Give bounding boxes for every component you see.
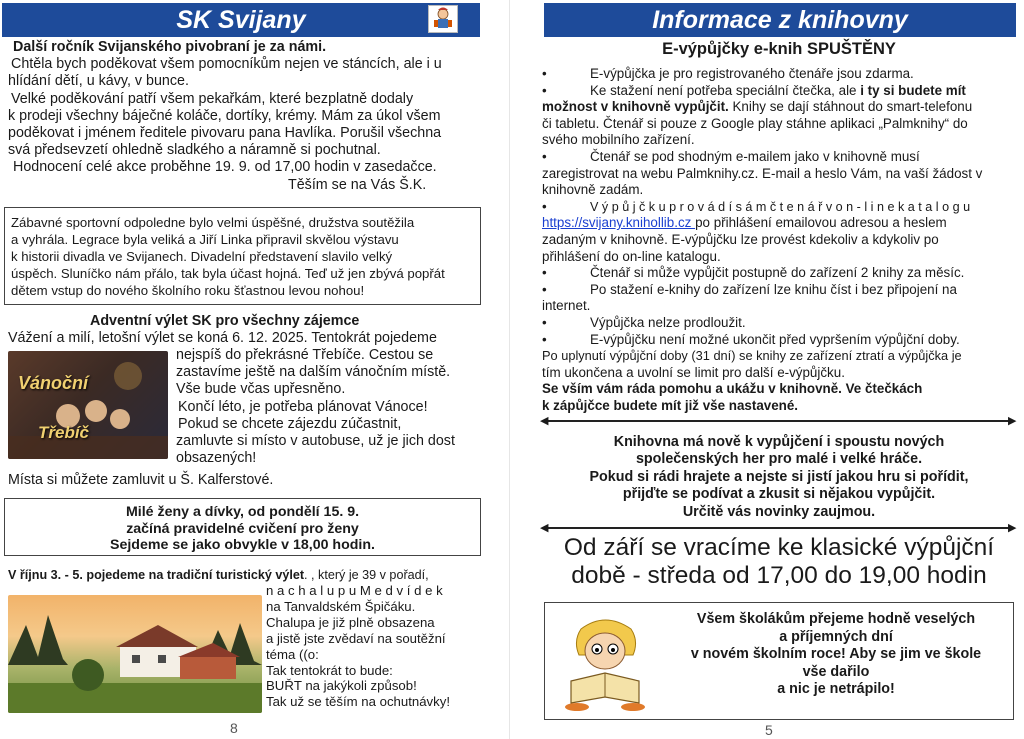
list-item: • Po stažení e-knihy do zařízení lze knihu číst i bez připojení na — [542, 281, 957, 297]
arrow-left-icon: ◀ — [540, 522, 549, 534]
closing-line: Se vším vám ráda pomohu a ukážu v knihovně. Ve čtečkách — [542, 381, 923, 397]
games-line: Knihovna má nově k vypůjčení i spoustu nových — [613, 434, 945, 450]
trip-line: Tak už se těším na ochutnávky! — [266, 694, 450, 710]
women-line: Milé ženy a dívky, od pondělí 15. 9. — [125, 504, 360, 520]
games-line: Určitě vás novinky zaujmou. — [682, 503, 876, 520]
wish-line: a nic je netrápilo! — [777, 681, 895, 698]
intro-line: Hodnocení celé akce proběhne 19. 9. od 17,00 hodin v zasedačce. — [13, 159, 437, 176]
banner-title: Informace z knihovny — [652, 6, 908, 34]
cottage-photo — [8, 595, 262, 713]
games-line: Pokud si rádi hrajete a nejste si jistí jakou hru si pořídit, — [589, 468, 969, 485]
advent-line: zastavíme ještě na dalším vánočním místě. — [176, 364, 451, 381]
advent-line: obsazených! — [176, 450, 257, 467]
advent-line: Vše bude včas upřesněno. — [176, 381, 346, 398]
games-line: přijďte se podívat a zkusit si nějakou vypůjčit. — [622, 486, 936, 503]
list-item: • Čtenář si může vypůjčit postupně do zařízení 2 knihy za měsíc. — [542, 265, 965, 281]
page-number-right: 5 — [765, 722, 773, 738]
trip-lead-rest: . , který je 39 v pořadí, — [304, 568, 429, 582]
reading-child-icon — [551, 611, 659, 711]
list-item: knihovně zadám. — [542, 182, 644, 198]
list-item: internet. — [542, 298, 591, 314]
arrow-left-icon: ◀ — [540, 415, 549, 427]
intro-line: poděkovat i jménem ředitele pivovaru pana Havlíka. Porušil všechna — [8, 125, 442, 142]
arrow-right-icon: ▶ — [1008, 522, 1017, 534]
list-item: • Ke stažení není potřeba speciální čtečka, ale i ty si budete mít — [542, 82, 966, 98]
trip-line: a jistě jste zvědaví na soutěžní — [266, 630, 446, 646]
advent-side-text — [176, 347, 486, 467]
list-item: https://svijany.knihollib.cz po přihlášení emailovou adresou a heslem — [542, 215, 947, 231]
sport-line: dětem vstup do nového školního roku šťastnou levou nohou! — [11, 283, 365, 299]
games-line: společenských her pro malé i velké hráče. — [635, 451, 923, 468]
list-item: či tabletu. Čtenář si pouze z Google play stáhne aplikaci „Palmknihy“ do — [542, 115, 968, 131]
divider-arrow — [544, 527, 1014, 529]
trip-line: BUŘT na jakýkoli způsob! — [266, 678, 417, 694]
library-banner — [544, 3, 1016, 37]
school-wish-text — [663, 611, 1009, 699]
trip-lead-bold: V říjnu 3. - 5. pojedeme na tradiční turistický výlet — [8, 568, 305, 582]
advent-line: Končí léto, je potřeba plánovat Vánoce! — [178, 398, 428, 415]
wish-line: vše dařilo — [802, 663, 870, 680]
advent-line: nejspíš do překrásné Třebíče. Cestou se — [176, 347, 434, 363]
wish-line: a příjemných dní — [779, 628, 893, 645]
advent-line1: Vážení a milí, letošní výlet se koná 6. 12. 2025. Tentokrát pojedeme — [8, 330, 437, 346]
closing-line: k zápůjčce budete mít již vše nastavené. — [542, 397, 799, 413]
intro-line: hlídání dětí, u kávy, v bunce. — [8, 73, 189, 90]
mascot-icon — [428, 5, 458, 33]
list-item: svého mobilního zařízení. — [542, 132, 695, 148]
intro-text — [8, 39, 483, 194]
list-item: • Čtenář se pod shodným e-mailem jako v knihovně musí — [542, 148, 920, 164]
sport-line: Zábavné sportovní odpoledne bylo velmi úspěšné, družstva soutěžila — [11, 215, 415, 230]
intro-line: Chtěla bych poděkovat všem pomocníkům nejen ve stáncích, ale i u — [11, 56, 442, 73]
trip-lead — [8, 567, 486, 583]
trip-line: n a c h a l u p u M e d v í d e k — [266, 583, 443, 598]
list-item: tím ukončena a uvolní se limit pro další e-výpůjčku. — [542, 364, 845, 380]
intro-signature: Těším se na Vás Š.K. — [288, 176, 427, 193]
sport-line: úspěch. Sluníčko nám přálo, tak byla účast hojná. Teď už jen zbývá popřát — [11, 266, 445, 282]
list-item: • E-výpůjčku není možné ukončit před vypršením výpůjční doby. — [542, 331, 960, 347]
list-item: Po uplynutí výpůjční doby (31 dní) se knihy ze zařízení ztratí a výpůjčka je — [542, 348, 962, 364]
photo-caption-bottom: Třebíč — [38, 423, 90, 442]
advent-heading: Adventní výlet SK pro všechny zájemce — [90, 313, 360, 329]
divider-arrow — [544, 420, 1014, 422]
school-wish-box — [544, 602, 1014, 720]
list-item: přihlášení do on-line katalogu. — [542, 248, 721, 264]
wish-line: v novém školním roce! Aby se jim ve škole — [690, 646, 982, 663]
women-line: začíná pravidelné cvičení pro ženy — [126, 520, 359, 537]
advent-line: Pokud se chcete zájezdu zúčastnit, — [178, 415, 402, 432]
ebooks-bullet-list — [542, 66, 1020, 414]
intro-line: Velké poděkování patří všem pekařkám, které bezplatně dodaly — [11, 90, 414, 107]
sport-line: a vyhrála. Legrace byla veliká a Jiří Linka připravil skvělou výstavu — [11, 232, 399, 248]
hours-line: době - středa od 17,00 do 19,00 hodin — [571, 562, 987, 589]
list-item: zadaným v knihovně. E-výpůjčku lze provést kdekoliv a kdykoliv po — [542, 231, 939, 247]
women-line: Sejdeme se jako obvykle v 18,00 hodin. — [110, 537, 375, 553]
trip-line: Tak tentokrát to bude: — [266, 662, 393, 678]
wish-line: Všem školákům přejeme hodně veselých — [696, 611, 976, 627]
trip-line: Chalupa je již plně obsazena — [266, 614, 435, 630]
trip-line: na Tanvaldském Špičáku. — [266, 598, 416, 614]
women-exercise-box — [4, 498, 481, 556]
opening-hours-text — [534, 534, 1024, 590]
page-gutter — [509, 0, 510, 739]
photo-caption-top: Vánoční — [18, 373, 89, 393]
left-page — [0, 0, 486, 739]
hours-line: Od září se vracíme ke klasické výpůjční — [563, 534, 995, 561]
banner-title: SK Svijany — [176, 6, 306, 34]
sport-afternoon-box — [4, 207, 481, 305]
catalog-link[interactable]: https://svijany.knihollib.cz — [542, 215, 696, 231]
vanocni-trebic-photo — [8, 351, 168, 459]
list-item: možnost v knihovně vypůjčit. Knihy se dají stáhnout do smart-telefonu — [542, 99, 973, 115]
intro-heading: Další ročník Svijanského pivobraní je za námi. — [13, 39, 327, 55]
list-item: zaregistrovat na webu Palmknihy.cz. E-mail a heslo Vám, na vaší žádost v — [542, 165, 983, 181]
sk-svijany-banner — [2, 3, 480, 37]
list-item: • V ý p ů j č k u p r o v á d í s á m č t e n á ř v o n - l i n e k a t a l o g u — [542, 198, 971, 214]
list-item: • Výpůjčka nelze prodloužit. — [542, 314, 746, 330]
trip-side-text — [266, 583, 486, 710]
intro-line: k prodeji všechny báječné koláče, dortíky, krémy. Mám za úkol všem — [8, 107, 441, 124]
advent-line: zamluvte si místo v autobuse, už je jich dost — [176, 433, 455, 450]
ebooks-title: E-výpůjčky e-knih SPUŠTĚNY — [662, 40, 896, 58]
trip-line: téma ((o: — [266, 646, 319, 662]
advent-booking: Místa si můžete zamluvit u Š. Kalferstové. — [8, 472, 274, 488]
page-number-left: 8 — [230, 720, 238, 736]
intro-line: svá předsevzetí ohledně sladkého a náramně si pochutnal. — [8, 142, 381, 159]
right-page — [534, 0, 1024, 739]
board-games-text — [534, 434, 1024, 521]
sport-line: k historii divadla ve Svijanech. Divadelní představení slavilo velký — [11, 249, 393, 265]
list-item: • E-výpůjčka je pro registrovaného čtenáře jsou zdarma. — [542, 66, 914, 81]
arrow-right-icon: ▶ — [1008, 415, 1017, 427]
